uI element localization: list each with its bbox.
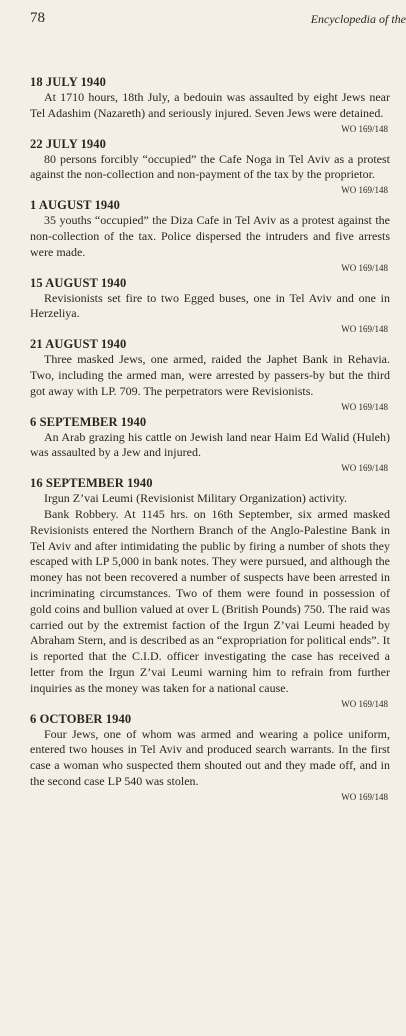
chronology-entry — [30, 197, 390, 274]
entry-paragraph: An Arab grazing his cattle on Jewish land near Haim Ed Walid (Huleh) was assaulted by a Jew and injured. — [30, 429, 390, 460]
entry-paragraph: 35 youths “occupied” the Diza Cafe in Tel Aviv as a protest against the non-collection of the tax. Police dispersed the intruders and five arrests were made. — [30, 213, 390, 259]
chronology-entry — [30, 136, 390, 198]
chronology-entry — [30, 475, 390, 710]
entry-reference: WO 169/148 — [341, 698, 388, 709]
chronology-content — [30, 74, 390, 804]
entry-date: 18 JULY 1940 — [30, 75, 106, 89]
running-title: Encyclopedia of the — [310, 12, 406, 26]
entry-paragraph: Revisionists set fire to two Egged buses, one in Tel Aviv and one in Herzeliya. — [30, 290, 390, 321]
entry-date: 21 AUGUST 1940 — [30, 337, 127, 352]
entry-date: 1 AUGUST 1940 — [30, 198, 120, 213]
entry-reference: WO 169/148 — [341, 324, 388, 335]
chronology-entry — [30, 711, 390, 804]
entry-paragraph: Irgun Z’vai Leumi (Revisionist Military Organization) activity. — [44, 491, 348, 506]
entry-date: 16 SEPTEMBER 1940 — [30, 476, 153, 491]
entry-reference: WO 169/148 — [341, 791, 388, 802]
entry-paragraph: Bank Robbery. At 1145 hrs. on 16th September, six armed masked Revisionists entered the Northern Branch of the Anglo-Palestine Bank in Tel Aviv and after intimidating the public by firing a number of shots they escaped with LP 5,000 in bank notes. They were pursued, and although the money has not been recovered a number of suspects have been arrested in incriminating circumstances. Two of them were found in possession of gold coins and bullion valued at over L (British Pounds) 750. The raid was carried out by the extremist faction of the Irgun Z’vai Leumi headed by Abraham Stern, and is described as an “expropriation for political ends”. It is reported that the C.I.D. officer investigating the case has received a letter from the Irgun Z’vai Leumi warning him to refrain from further inquiries as the money was taken for a national cause. — [30, 506, 390, 695]
entry-reference: WO 169/148 — [341, 123, 388, 134]
entry-reference: WO 169/148 — [341, 185, 388, 196]
page-header — [30, 10, 406, 30]
entry-date: 6 OCTOBER 1940 — [30, 711, 132, 726]
chronology-entry — [30, 275, 390, 337]
entry-date: 15 AUGUST 1940 — [30, 275, 127, 290]
entry-paragraph: Three masked Jews, one armed, raided the Japhet Bank in Rehavia. Two, including the armed man, were arrested by passers-by but the third got away with LP. 709. The perpetrators were Revisionists. — [30, 352, 390, 398]
chronology-entry — [30, 74, 390, 136]
page-number: 78 — [30, 10, 45, 26]
entry-reference: WO 169/148 — [341, 262, 388, 273]
entry-reference: WO 169/148 — [341, 463, 388, 474]
chronology-entry — [30, 336, 390, 413]
entry-paragraph: At 1710 hours, 18th July, a bedouin was assaulted by eight Jews near Tel Adashim (Nazareth) and seriously injured. Seven Jews were detained. — [30, 90, 390, 120]
chronology-entry — [30, 414, 390, 476]
entry-paragraph: Four Jews, one of whom was armed and wearing a police uniform, entered two houses in Tel Aviv and produced search warrants. In the first case a woman who suspected them shouted out and they made off, and in the second case LP 540 was stolen. — [30, 726, 390, 788]
entry-date: 22 JULY 1940 — [30, 136, 106, 151]
entry-reference: WO 169/148 — [341, 401, 388, 412]
entry-date: 6 SEPTEMBER 1940 — [30, 414, 147, 429]
entry-paragraph: 80 persons forcibly “occupied” the Cafe Noga in Tel Aviv as a protest against the non-collection and non-payment of the tax by the proprietor. — [30, 151, 390, 182]
